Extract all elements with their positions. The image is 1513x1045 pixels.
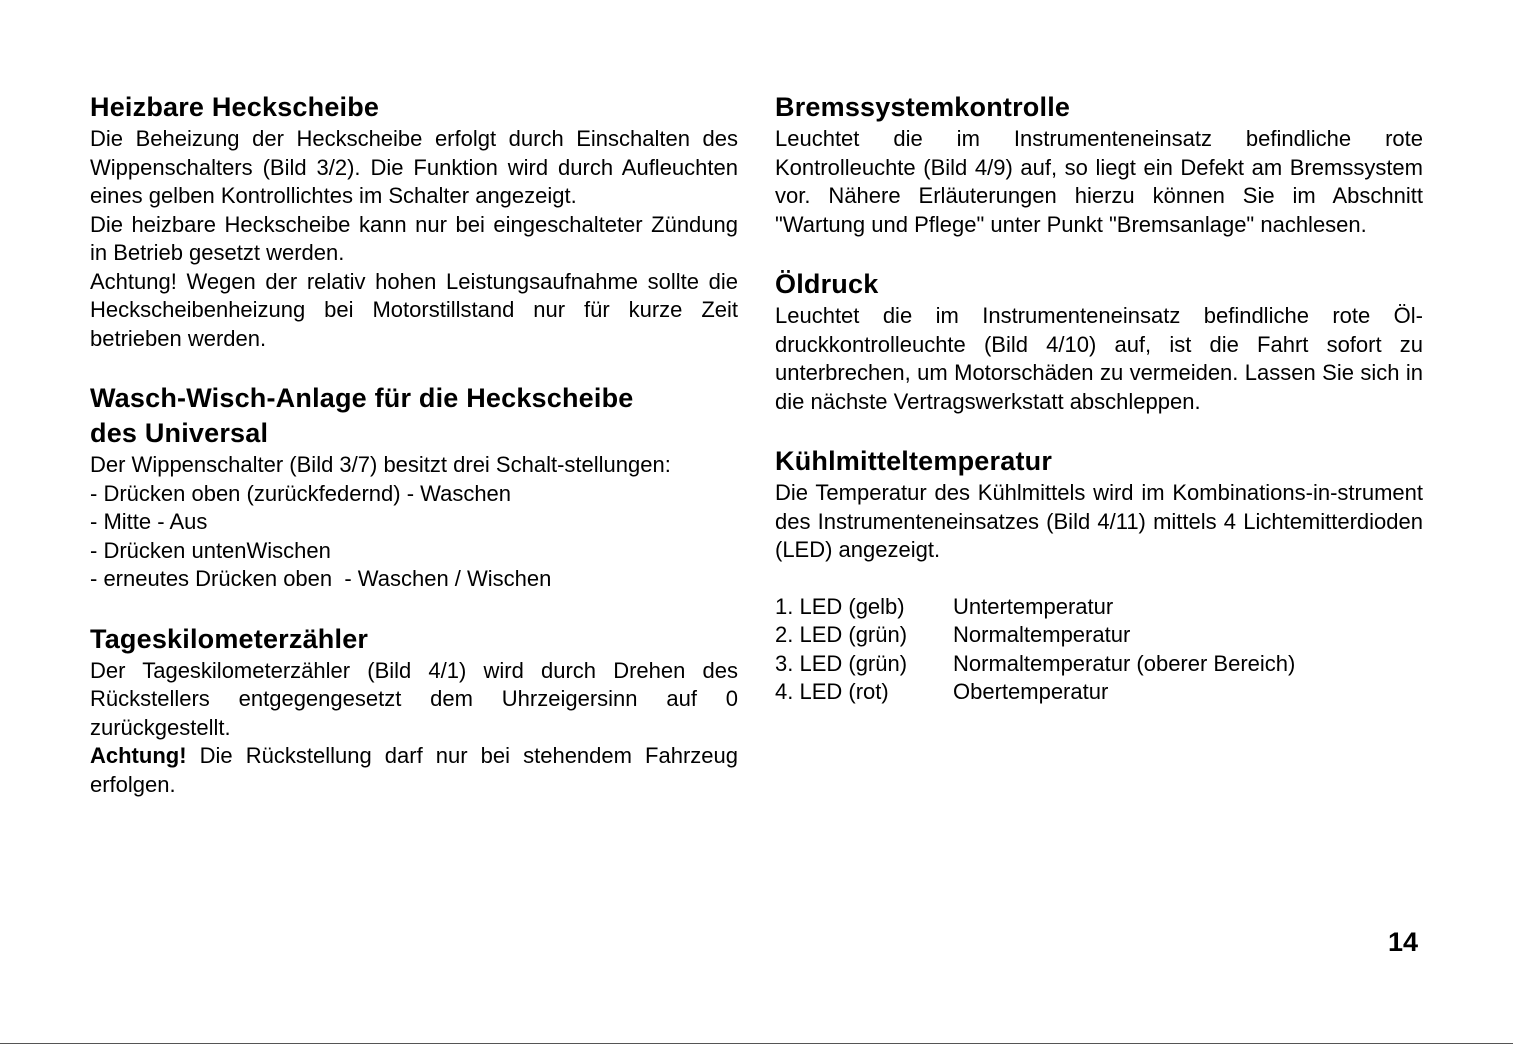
list-item: - erneutes Drücken oben - Waschen / Wischen [90,566,552,591]
heading-heizbare-heckscheibe: Heizbare Heckscheibe [90,92,380,122]
heading-wasch-wisch-line2: des Universal [90,418,269,448]
led-description: Normaltemperatur (oberer Bereich) [953,650,1296,676]
section-kuehlmitteltemperatur [775,444,1423,707]
section-heizbare-heckscheibe [90,90,738,353]
heading-kuehlmitteltemperatur: Kühlmitteltemperatur [775,446,1053,476]
list-item: - Mitte - Aus [90,509,208,534]
led-name: 2. LED (grün) [775,622,908,647]
paragraph-achtung-stehend [90,742,738,799]
paragraph-wippenschalter: Der Wippenschalter (Bild 3/7) besitzt drei Schalt-stellungen: [90,452,671,477]
list-item: - Drücken oben (zurückfedernd) - Waschen [90,480,512,506]
led-name: 1. LED (gelb) [775,593,905,619]
page-number: 14 [1388,927,1419,957]
left-column [90,90,738,799]
warning-label: Achtung! [90,743,187,768]
led-name: 3. LED (grün) [775,650,908,676]
table-row [775,650,1423,679]
list-item: - Drücken untenWischen [90,537,331,563]
paragraph-kuehlmittel: Die Temperatur des Kühlmittels wird im Kombinations-in-strument des Instrumenteneinsatzes (Bild 4/11) mittels 4 Lichtemitterdioden (LED) angezeigt. [775,480,1423,562]
paragraph-zuendung: Die heizbare Heckscheibe kann nur bei eingeschalteter Zündung in Betrieb gesetzt werden. [90,211,738,265]
heading-oeldruck: Öldruck [775,269,879,299]
paragraph-rueckstellung: Der Tageskilometerzähler (Bild 4/1) wird durch Drehen des Rückstellers entgegengesetzt dem Uhrzeigersinn auf 0 zurückgestellt. [90,657,738,740]
section-tageskilometerzaehler [90,622,738,800]
bottom-rule [0,1043,1513,1044]
led-description: Normaltemperatur [953,622,1131,647]
switch-positions-list [90,480,738,594]
heading-tageskilometerzaehler: Tageskilometerzähler [90,623,369,654]
paragraph-bremssystem: Leuchtet die im Instrumenteneinsatz befindliche rote Kontrolleuchte (Bild 4/9) auf, so liegt ein Defekt am Bremssystem vor. Nähere Erläuterungen hierzu können Sie im Abschnitt "Wartung und Pflege" unter Punkt "Bremsanlage" nachlesen. [775,126,1423,237]
paragraph-achtung-leistung: Achtung! Wegen der relativ hohen Leistungsaufnahme sollte die Heckscheibenheizung bei Motorstillstand nur für kurze Zeit betrieben werden. [90,268,738,351]
led-description: Untertemperatur [953,593,1114,619]
section-oeldruck [775,267,1423,416]
table-row [775,678,1423,707]
section-wasch-wisch-anlage [90,381,738,594]
warning-text: Die Rückstellung darf nur bei stehendem Fahrzeug erfolgen. [90,743,738,797]
table-row [775,621,1423,650]
led-name: 4. LED (rot) [775,679,889,704]
paragraph-beheizung: Die Beheizung der Heckscheibe erfolgt durch Einschalten des Wippenschalters (Bild 3/2). Die Funktion wird durch Aufleuchten eines gelben Kontrollichtes im Schalter angezeigt. [90,126,738,208]
led-description: Obertemperatur [953,679,1109,704]
table-row [775,593,1423,622]
paragraph-oeldruck: Leuchtet die im Instrumenteneinsatz befindliche rote Öl-druckkontrolleuchte (Bild 4/10) auf, ist die Fahrt sofort zu unterbrechen, um Motorschäden zu vermeiden. Lassen Sie sich in die nächste Vertragswerkstatt abschleppen. [775,303,1423,414]
right-column [775,90,1423,707]
heading-wasch-wisch-line1: Wasch-Wisch-Anlage für die Heckscheibe [90,383,634,413]
heading-bremssystemkontrolle: Bremssystemkontrolle [775,92,1071,122]
led-table [775,593,1423,707]
section-bremssystemkontrolle [775,90,1423,239]
